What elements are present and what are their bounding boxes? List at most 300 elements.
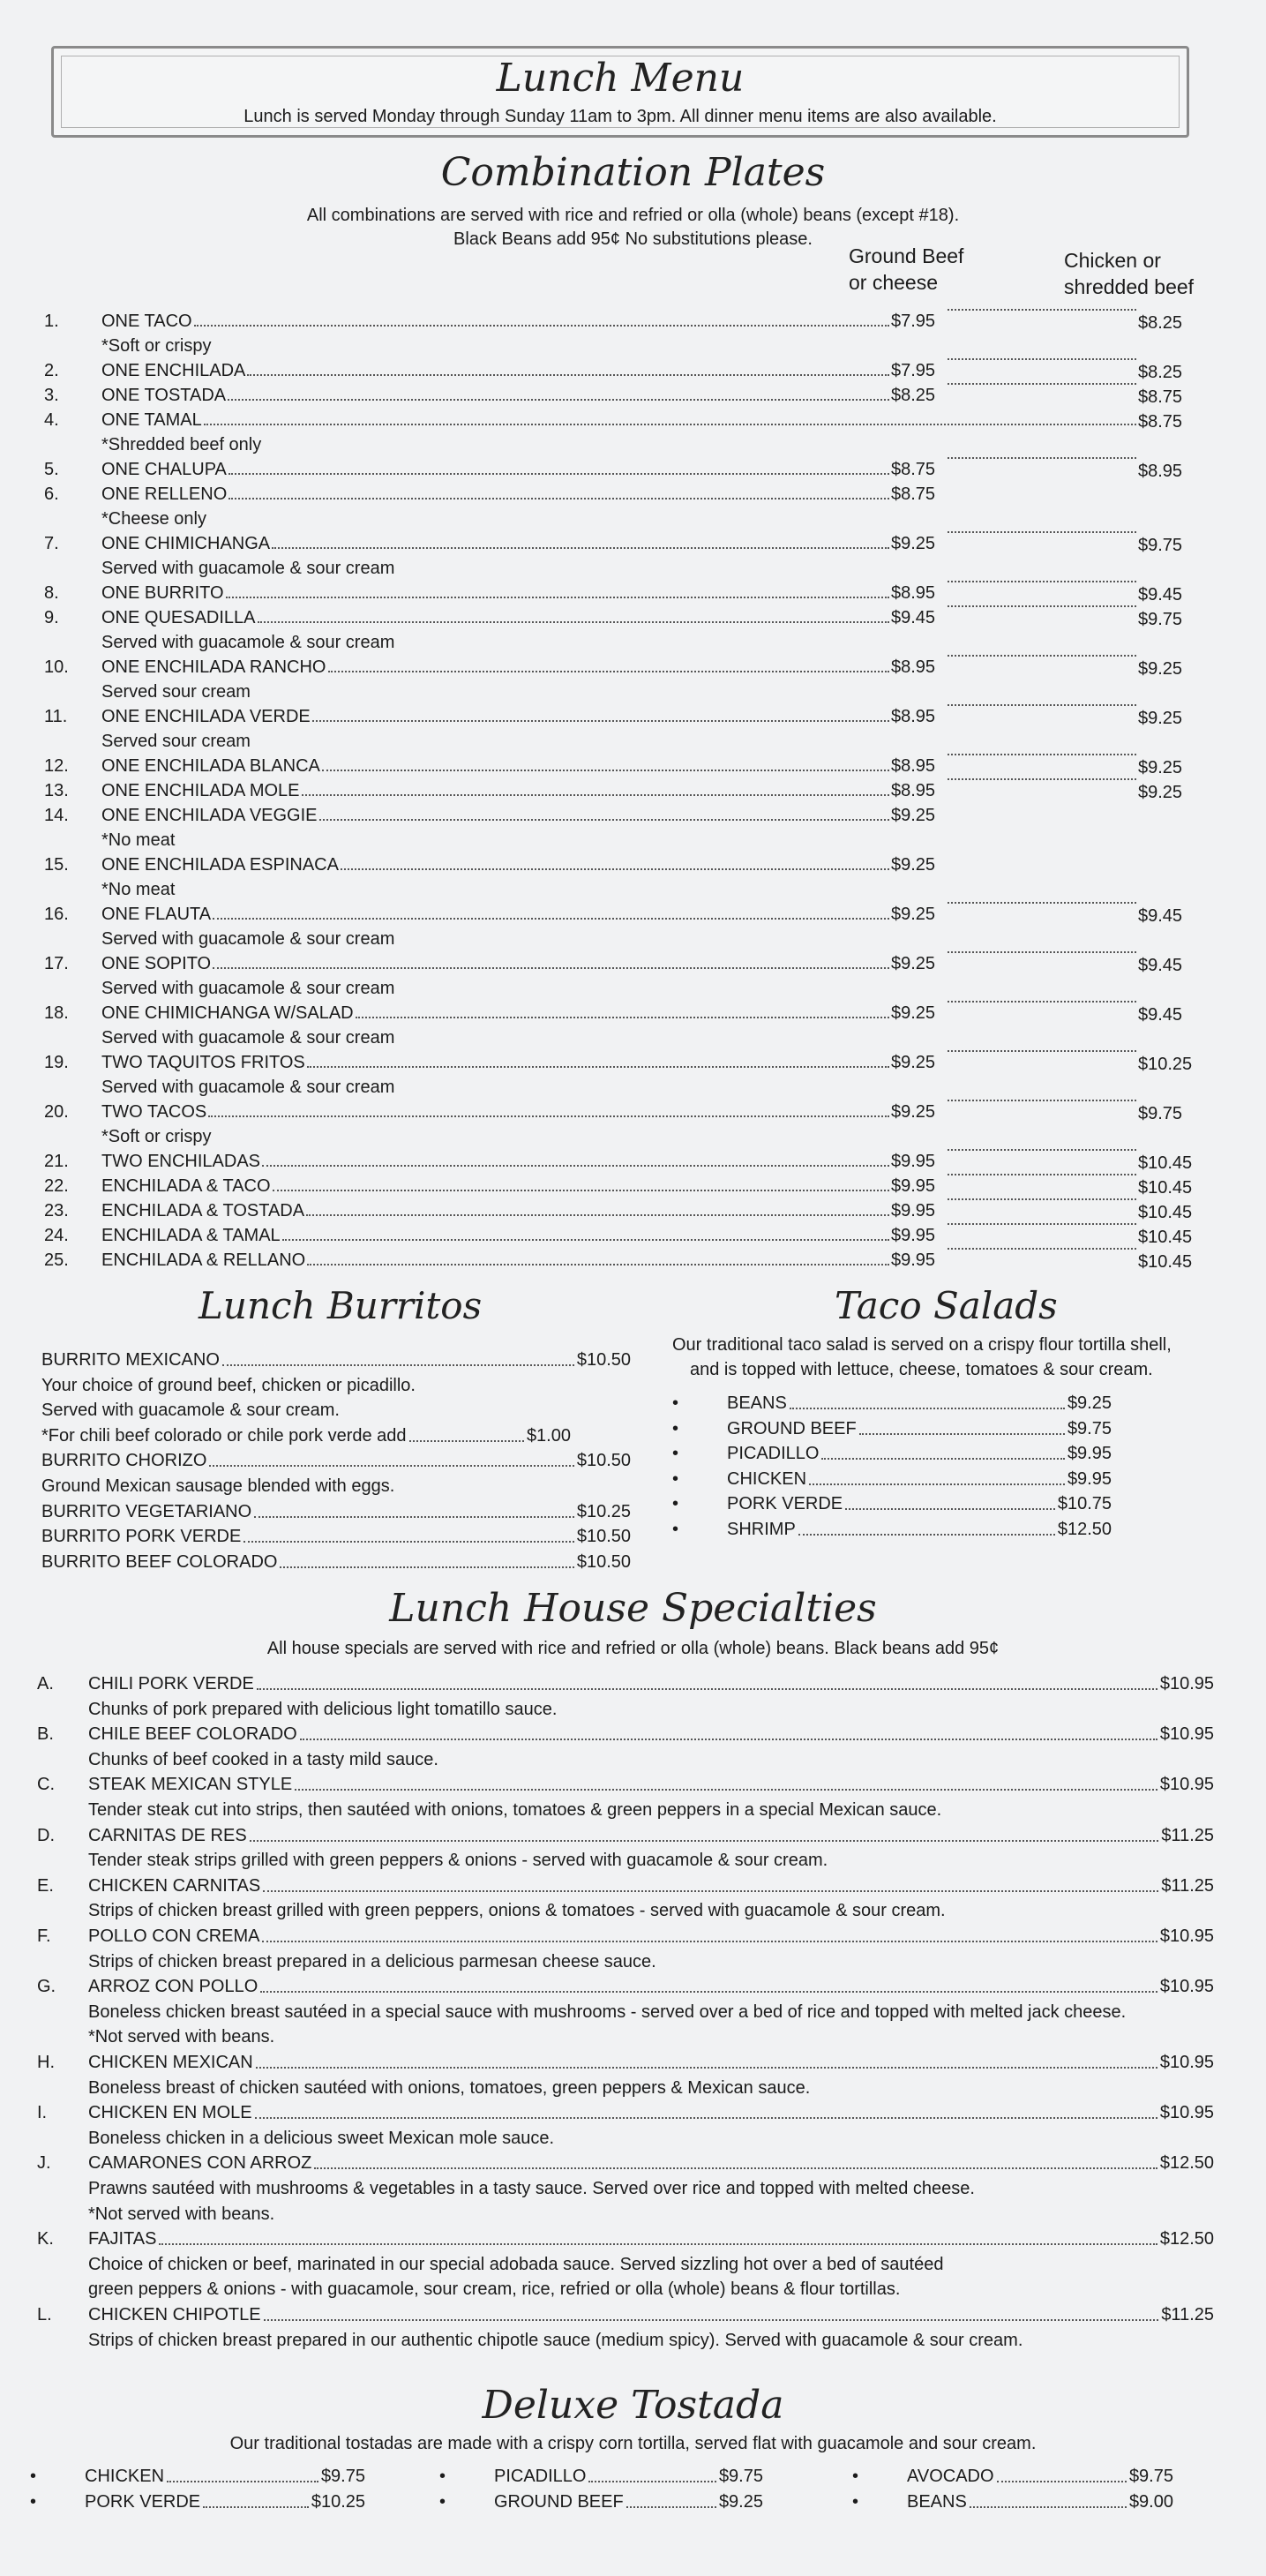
combo-item bbox=[101, 605, 891, 630]
combo-item-note: Served with guacamole & sour cream bbox=[101, 979, 395, 998]
leader-dots bbox=[946, 358, 1138, 383]
combo-number: 17. bbox=[44, 954, 69, 973]
tostada-item bbox=[907, 2464, 1173, 2489]
burrito-name: BURRITO BEEF COLORADO bbox=[41, 1551, 278, 1572]
combo-item-name: ONE ENCHILADA MOLE bbox=[101, 781, 300, 800]
leader-dots bbox=[970, 2490, 1127, 2508]
leader-dots bbox=[821, 1441, 1064, 1460]
leader-dots bbox=[356, 1017, 889, 1018]
leader-dots bbox=[282, 1239, 889, 1241]
leader-dots bbox=[222, 1348, 574, 1366]
specialty-price: $10.95 bbox=[1159, 1724, 1214, 1745]
combo-item-note: *Soft or crispy bbox=[101, 336, 212, 356]
specialty-desc: Boneless breast of chicken sautéed with onions, tomatoes, green peppers & Mexican sauce. bbox=[88, 2077, 811, 2098]
combo-item-note: *Shredded beef only bbox=[101, 435, 262, 454]
combo-price-ground-beef: $9.95 bbox=[891, 1226, 936, 1245]
combo-item-name: ONE CHIMICHANGA W/SALAD bbox=[101, 1003, 354, 1023]
combo-item-name: ONE ENCHILADA RANCHO bbox=[101, 657, 326, 677]
combo-price-ground-beef: $8.75 bbox=[891, 484, 936, 504]
specialty-desc: *Not served with beans. bbox=[88, 2027, 275, 2047]
burrito-name: BURRITO CHORIZO bbox=[41, 1451, 207, 1471]
combo-number: 6. bbox=[44, 484, 59, 504]
leader-dots bbox=[300, 1722, 1157, 1740]
combo-price-chicken: $9.45 bbox=[1138, 1005, 1183, 1025]
combo-item-name: ONE FLAUTA bbox=[101, 905, 212, 924]
combo-price-ground-beef: $9.25 bbox=[891, 954, 936, 973]
tostada-item bbox=[494, 2490, 763, 2514]
taco-salad-item bbox=[727, 1441, 1112, 1466]
burrito-name: BURRITO VEGETARIANO bbox=[41, 1501, 252, 1521]
specialty-desc: Prawns sautéed with mushrooms & vegetables in a tasty sauce. Served over rice and topped with melted cheese. bbox=[88, 2179, 975, 2198]
specialty-desc: Boneless chicken breast sautéed in a special sauce with mushrooms - served over a bed of rice and topped with melted jack cheese. bbox=[88, 2001, 1127, 2022]
combo-price-ground-beef: $9.95 bbox=[891, 1176, 936, 1196]
combo-item-name: ONE CHALUPA bbox=[101, 460, 227, 479]
combo-price-chicken: $10.45 bbox=[1138, 1228, 1193, 1247]
combo-price-chicken: $9.25 bbox=[1138, 783, 1183, 802]
combo-price-ground-beef: $8.25 bbox=[891, 386, 936, 405]
leader-dots-line bbox=[948, 704, 1136, 706]
burrito-addon-text: *For chili beef colorado or chile pork verde add bbox=[41, 1425, 407, 1446]
leader-dots bbox=[257, 1671, 1157, 1690]
leader-dots bbox=[626, 2490, 716, 2508]
combo-item bbox=[101, 581, 891, 605]
leader-dots bbox=[226, 597, 889, 598]
tostada-item bbox=[907, 2490, 1173, 2514]
specialty-name: ARROZ CON POLLO bbox=[88, 1977, 258, 1997]
leader-dots bbox=[328, 671, 890, 672]
leader-dots-line bbox=[948, 1248, 1136, 1250]
taco-salads-sub-2: and is topped with lettuce, cheese, tomatoes & sour cream. bbox=[690, 1360, 1153, 1379]
specialty-price: $11.25 bbox=[1161, 1875, 1214, 1896]
leader-dots bbox=[946, 778, 1138, 803]
combo-item-name: ENCHILADA & TACO bbox=[101, 1176, 271, 1196]
col-header-ground-beef bbox=[849, 243, 963, 296]
menu-subtitle: Lunch is served Monday through Sunday 11am to 3pm. All dinner menu items are also available. bbox=[243, 107, 997, 126]
leader-dots-line bbox=[948, 1149, 1136, 1151]
leader-dots bbox=[946, 1149, 1138, 1174]
specialty-price: $12.50 bbox=[1159, 2153, 1214, 2174]
specialty-name: CHICKEN CARNITAS bbox=[88, 1875, 261, 1896]
tostada-price: $9.75 bbox=[1128, 2467, 1173, 2486]
leader-dots bbox=[946, 1050, 1138, 1075]
combo-price-ground-beef: $7.95 bbox=[891, 361, 936, 380]
combo-price-chicken: $9.75 bbox=[1138, 536, 1183, 555]
specialty-desc: Tender steak strips grilled with green peppers & onions - served with guacamole & sour cream. bbox=[88, 1851, 828, 1871]
burrito-price: $10.50 bbox=[576, 1551, 631, 1572]
specialties-sub: All house specials are served with rice and refried or olla (whole) beans. Black beans add 95¢ bbox=[266, 1639, 1000, 1658]
leader-dots bbox=[167, 2464, 318, 2482]
combo-price-ground-beef: $9.25 bbox=[891, 534, 936, 553]
combo-item-name: ONE TAMAL bbox=[101, 410, 202, 430]
combo-price-chicken: $9.25 bbox=[1138, 758, 1183, 777]
taco-salad-item bbox=[727, 1517, 1112, 1542]
tostada-name: CHICKEN bbox=[85, 2467, 165, 2486]
combo-item-note: *Cheese only bbox=[101, 509, 206, 529]
combo-price-ground-beef: $9.25 bbox=[891, 1003, 936, 1023]
combo-item bbox=[101, 951, 891, 976]
leader-dots bbox=[946, 581, 1138, 605]
leader-dots bbox=[809, 1467, 1065, 1485]
tostada-price: $9.00 bbox=[1128, 2492, 1173, 2512]
specialty-letter: B. bbox=[37, 1724, 54, 1745]
combo-price-chicken: $9.75 bbox=[1138, 1104, 1183, 1123]
leader-dots bbox=[209, 1448, 573, 1467]
burrito-name: BURRITO MEXICANO bbox=[41, 1350, 220, 1370]
menu-title: Lunch Menu bbox=[496, 56, 745, 101]
leader-dots-line bbox=[948, 951, 1136, 953]
combo-price-chicken: $10.45 bbox=[1138, 1178, 1193, 1198]
tostada-item bbox=[85, 2464, 365, 2489]
specialty-price: $10.95 bbox=[1159, 1977, 1214, 1997]
specialty-letter: E. bbox=[37, 1875, 54, 1896]
leader-dots bbox=[263, 1874, 1158, 1892]
combo-price-ground-beef: $9.25 bbox=[891, 855, 936, 875]
bullet: • bbox=[852, 2492, 859, 2512]
combo-item bbox=[101, 1050, 891, 1075]
leader-dots-line bbox=[948, 1050, 1136, 1052]
burrito-item bbox=[41, 1550, 631, 1574]
combo-number: 20. bbox=[44, 1102, 69, 1122]
combo-number: 5. bbox=[44, 460, 59, 479]
leader-dots-line bbox=[948, 902, 1136, 904]
specialty-desc: Strips of chicken breast prepared in a delicious parmesan cheese sauce. bbox=[88, 1951, 656, 1971]
combo-item-name: ONE BURRITO bbox=[101, 583, 224, 603]
leader-dots-line bbox=[948, 1223, 1136, 1225]
combo-price-ground-beef: $8.75 bbox=[891, 460, 936, 479]
specialty-letter: I. bbox=[37, 2103, 48, 2123]
combo-item bbox=[101, 383, 891, 408]
specialty-letter: D. bbox=[37, 1825, 55, 1845]
bullet: • bbox=[439, 2467, 446, 2486]
tostada-price: $9.75 bbox=[320, 2467, 365, 2486]
leader-dots-line bbox=[948, 605, 1136, 607]
taco-salad-name: CHICKEN bbox=[727, 1468, 807, 1489]
leader-dots bbox=[203, 2490, 309, 2508]
combination-sub-1: All combinations are served with rice and refried or olla (whole) beans (except #18). bbox=[306, 206, 960, 225]
combo-item-name: ENCHILADA & RELLANO bbox=[101, 1250, 306, 1270]
leader-dots bbox=[946, 1100, 1138, 1124]
specialty-name: POLLO CON CREMA bbox=[88, 1926, 260, 1946]
combo-item-name: TWO TAQUITOS FRITOS bbox=[101, 1053, 305, 1072]
burrito-item bbox=[41, 1348, 631, 1372]
combo-item bbox=[101, 803, 891, 828]
combo-item bbox=[101, 852, 891, 877]
specialty-price: $12.50 bbox=[1159, 2229, 1214, 2249]
leader-dots bbox=[262, 1165, 889, 1167]
leader-dots bbox=[946, 902, 1138, 927]
leader-dots bbox=[264, 2302, 1159, 2321]
combo-item-note: Served with guacamole & sour cream bbox=[101, 559, 395, 578]
combo-price-chicken: $9.25 bbox=[1138, 659, 1183, 679]
header-banner bbox=[51, 46, 1189, 138]
leader-dots bbox=[250, 1823, 1159, 1842]
combo-number: 4. bbox=[44, 410, 59, 430]
specialty-letter: G. bbox=[37, 1977, 56, 1997]
leader-dots-line bbox=[948, 1198, 1136, 1200]
specialty-item bbox=[88, 1974, 1214, 1999]
leader-dots-line bbox=[948, 581, 1136, 582]
specialty-price: $11.25 bbox=[1161, 2305, 1214, 2324]
leader-dots bbox=[946, 655, 1138, 680]
leader-dots bbox=[946, 457, 1138, 482]
specialty-desc: Boneless chicken in a delicious sweet Mexican mole sauce. bbox=[88, 2128, 555, 2148]
leader-dots bbox=[322, 770, 889, 771]
specialty-letter: J. bbox=[37, 2153, 51, 2174]
combo-price-ground-beef: $9.95 bbox=[891, 1152, 936, 1171]
combination-title: Combination Plates bbox=[440, 150, 826, 195]
specialty-letter: H. bbox=[37, 2053, 55, 2072]
bullet: • bbox=[672, 1393, 679, 1413]
leader-dots-line bbox=[948, 754, 1136, 755]
leader-dots bbox=[588, 2464, 715, 2482]
taco-salad-name: BEANS bbox=[727, 1393, 787, 1413]
tostada-name: AVOCADO bbox=[907, 2467, 994, 2486]
taco-salad-price: $9.75 bbox=[1067, 1418, 1112, 1438]
leader-dots bbox=[946, 704, 1138, 729]
leader-dots-line bbox=[948, 531, 1136, 533]
combo-price-chicken: $10.45 bbox=[1138, 1153, 1193, 1173]
leader-dots bbox=[946, 1223, 1138, 1248]
specialty-desc: Chunks of beef cooked in a tasty mild sauce. bbox=[88, 1749, 438, 1769]
combo-price-ground-beef: $7.95 bbox=[891, 312, 936, 331]
combo-item-name: TWO ENCHILADAS bbox=[101, 1152, 261, 1171]
combo-number: 12. bbox=[44, 756, 69, 776]
combo-item bbox=[101, 704, 891, 729]
tostada-item bbox=[494, 2464, 763, 2489]
leader-dots bbox=[194, 325, 889, 327]
combo-item-name: ONE QUESADILLA bbox=[101, 608, 256, 627]
specialty-price: $10.95 bbox=[1159, 1674, 1214, 1694]
taco-salads-sub-1: Our traditional taco salad is served on a crispy flour tortilla shell, bbox=[672, 1335, 1172, 1355]
specialty-item bbox=[88, 1722, 1214, 1746]
combo-price-ground-beef: $9.95 bbox=[891, 1250, 936, 1270]
burrito-addon bbox=[41, 1423, 571, 1448]
leader-dots bbox=[213, 967, 889, 969]
combo-price-chicken: $10.45 bbox=[1138, 1203, 1193, 1222]
specialty-price: $11.25 bbox=[1161, 1825, 1214, 1845]
leader-dots bbox=[228, 473, 889, 475]
taco-salad-name: PORK VERDE bbox=[727, 1494, 843, 1514]
leader-dots bbox=[302, 794, 889, 796]
combo-item-note: Served with guacamole & sour cream bbox=[101, 1078, 395, 1097]
burritos-title: Lunch Burritos bbox=[199, 1284, 483, 1327]
taco-salad-price: $10.75 bbox=[1057, 1494, 1112, 1514]
combo-number: 7. bbox=[44, 534, 59, 553]
leader-dots bbox=[243, 1524, 573, 1543]
combo-item bbox=[101, 778, 891, 803]
bullet: • bbox=[672, 1494, 679, 1514]
combo-number: 15. bbox=[44, 855, 69, 875]
tostada-price: $9.25 bbox=[718, 2492, 763, 2512]
col-header-ground-beef-line1: Ground Beef bbox=[849, 244, 964, 267]
specialty-item bbox=[88, 1823, 1214, 1848]
tostada-name: GROUND BEEF bbox=[494, 2492, 624, 2512]
combo-price-chicken: $8.75 bbox=[1138, 412, 1183, 432]
leader-dots bbox=[946, 605, 1138, 630]
combo-item bbox=[101, 1223, 891, 1248]
combo-number: 9. bbox=[44, 608, 59, 627]
leader-dots-line bbox=[948, 358, 1136, 360]
combo-number: 8. bbox=[44, 583, 59, 603]
combo-price-chicken: $10.25 bbox=[1138, 1055, 1193, 1074]
combo-item bbox=[101, 902, 891, 927]
specialty-letter: C. bbox=[37, 1775, 55, 1795]
specialty-name: CHICKEN MEXICAN bbox=[88, 2053, 253, 2072]
combo-number: 1. bbox=[44, 312, 59, 331]
combo-price-ground-beef: $9.95 bbox=[891, 1201, 936, 1220]
leader-dots bbox=[228, 498, 889, 499]
combo-number: 19. bbox=[44, 1053, 69, 1072]
specialty-desc: Tender steak cut into strips, then sautéed with onions, tomatoes & green peppers in a special Mexican sauce. bbox=[88, 1800, 942, 1820]
tostada-name: BEANS bbox=[907, 2492, 967, 2512]
combo-item-note: Served with guacamole & sour cream bbox=[101, 633, 395, 652]
leader-dots-line bbox=[948, 383, 1136, 385]
specialty-price: $10.95 bbox=[1159, 1926, 1214, 1946]
leader-dots bbox=[946, 1248, 1138, 1273]
combo-item-name: ENCHILADA & TAMAL bbox=[101, 1226, 281, 1245]
taco-salad-price: $12.50 bbox=[1057, 1520, 1112, 1539]
combo-item-name: ONE ENCHILADA ESPINACA bbox=[101, 855, 339, 875]
leader-dots bbox=[946, 383, 1138, 408]
tostada-price: $9.75 bbox=[718, 2467, 763, 2486]
combo-price-ground-beef: $8.95 bbox=[891, 781, 936, 800]
combo-price-chicken: $9.45 bbox=[1138, 906, 1183, 926]
leader-dots-line bbox=[948, 1100, 1136, 1101]
leader-dots bbox=[204, 424, 1136, 425]
col-header-chicken bbox=[1064, 247, 1194, 300]
combo-number: 14. bbox=[44, 806, 69, 825]
specialty-desc: Choice of chicken or beef, marinated in our special adobada sauce. Served sizzling hot over a bed of sautéed bbox=[88, 2254, 944, 2274]
leader-dots bbox=[254, 1499, 574, 1518]
specialty-name: CAMARONES CON ARROZ bbox=[88, 2153, 312, 2174]
leader-dots bbox=[228, 399, 889, 401]
leader-dots bbox=[790, 1391, 1065, 1409]
specialty-name: CHILE BEEF COLORADO bbox=[88, 1724, 297, 1745]
combo-price-chicken: $9.25 bbox=[1138, 709, 1183, 728]
leader-dots bbox=[280, 1550, 573, 1568]
bullet: • bbox=[672, 1418, 679, 1438]
leader-dots bbox=[946, 951, 1138, 976]
combo-number: 21. bbox=[44, 1152, 69, 1171]
leader-dots bbox=[272, 547, 889, 549]
burrito-item bbox=[41, 1524, 631, 1549]
taco-salads-title: Taco Salads bbox=[835, 1284, 1058, 1327]
combo-item-name: ONE TACO bbox=[101, 312, 192, 331]
combo-price-ground-beef: $9.25 bbox=[891, 905, 936, 924]
bullet: • bbox=[672, 1520, 679, 1539]
tostada-title: Deluxe Tostada bbox=[482, 2383, 784, 2428]
taco-salad-item bbox=[727, 1416, 1112, 1441]
taco-salad-item bbox=[727, 1391, 1112, 1416]
leader-dots bbox=[159, 2227, 1157, 2245]
combo-item bbox=[101, 754, 891, 778]
combo-item-name: ONE RELLENO bbox=[101, 484, 228, 504]
leader-dots-line bbox=[948, 1001, 1136, 1003]
combo-item-name: ONE TOSTADA bbox=[101, 386, 227, 405]
leader-dots bbox=[314, 2151, 1157, 2169]
leader-dots bbox=[273, 1190, 889, 1191]
leader-dots bbox=[946, 754, 1138, 778]
leader-dots bbox=[256, 2050, 1157, 2069]
burrito-price: $10.50 bbox=[576, 1527, 631, 1547]
specialty-item bbox=[88, 2050, 1214, 2075]
combo-item bbox=[101, 408, 1138, 432]
combo-price-ground-beef: $8.95 bbox=[891, 657, 936, 677]
combo-item-name: ENCHILADA & TOSTADA bbox=[101, 1201, 305, 1220]
specialty-price: $10.95 bbox=[1159, 2053, 1214, 2072]
combo-item bbox=[101, 482, 891, 507]
combo-number: 24. bbox=[44, 1226, 69, 1245]
specialty-item bbox=[88, 2227, 1214, 2251]
tostada-sub: Our traditional tostadas are made with a crispy corn tortilla, served flat with guacamole and sour cream. bbox=[229, 2434, 1037, 2453]
leader-dots bbox=[213, 918, 889, 920]
taco-salad-name: SHRIMP bbox=[727, 1520, 796, 1539]
leader-dots-line bbox=[948, 457, 1136, 459]
specialty-name: CHICKEN CHIPOTLE bbox=[88, 2305, 261, 2324]
combo-item-note: Served sour cream bbox=[101, 682, 251, 702]
combo-item-name: ONE SOPITO bbox=[101, 954, 212, 973]
bullet: • bbox=[672, 1468, 679, 1489]
combo-number: 16. bbox=[44, 905, 69, 924]
combo-item bbox=[101, 655, 891, 680]
leader-dots bbox=[262, 1924, 1157, 1942]
combo-price-chicken: $10.45 bbox=[1138, 1252, 1193, 1272]
leader-dots bbox=[845, 1491, 1055, 1510]
burrito-price: $10.50 bbox=[576, 1350, 631, 1370]
specialty-desc: Strips of chicken breast grilled with green peppers, onions & tomatoes - served with guacamole & sour cream. bbox=[88, 1901, 946, 1921]
leader-dots bbox=[306, 1214, 889, 1216]
specialty-item bbox=[88, 2302, 1214, 2327]
combo-item bbox=[101, 1198, 891, 1223]
combo-item-note: Served sour cream bbox=[101, 732, 251, 751]
burrito-item bbox=[41, 1499, 631, 1524]
specialty-item bbox=[88, 1924, 1214, 1949]
combo-item bbox=[101, 457, 891, 482]
bullet: • bbox=[672, 1444, 679, 1464]
specialty-letter: A. bbox=[37, 1674, 54, 1694]
burrito-price: $10.25 bbox=[576, 1501, 631, 1521]
specialty-item bbox=[88, 1671, 1214, 1696]
combo-item bbox=[101, 358, 891, 383]
combo-item bbox=[101, 531, 891, 556]
combo-item-note: *No meat bbox=[101, 830, 176, 850]
burrito-desc: Ground Mexican sausage blended with eggs. bbox=[41, 1476, 395, 1496]
combo-price-ground-beef: $9.25 bbox=[891, 1102, 936, 1122]
leader-dots bbox=[946, 1001, 1138, 1025]
leader-dots bbox=[946, 531, 1138, 556]
specialty-item bbox=[88, 2100, 1214, 2125]
specialty-desc: green peppers & onions - with guacamole, sour cream, rice, refried or olla (whole) beans & flour tortillas. bbox=[88, 2279, 901, 2300]
combo-price-chicken: $8.75 bbox=[1138, 387, 1183, 407]
combo-number: 25. bbox=[44, 1250, 69, 1270]
tostada-item bbox=[85, 2490, 365, 2514]
bullet: • bbox=[30, 2492, 37, 2512]
combo-number: 3. bbox=[44, 386, 59, 405]
combo-price-ground-beef: $8.95 bbox=[891, 583, 936, 603]
combo-item-note: *Soft or crispy bbox=[101, 1127, 212, 1146]
combo-item bbox=[101, 1100, 891, 1124]
col-header-chicken-line1: Chicken or bbox=[1064, 249, 1161, 272]
combo-price-chicken: $9.45 bbox=[1138, 585, 1183, 605]
burrito-item bbox=[41, 1448, 631, 1473]
combo-item-name: ONE ENCHILADA VERDE bbox=[101, 707, 311, 726]
specialty-letter: K. bbox=[37, 2229, 54, 2249]
leader-dots bbox=[295, 1772, 1157, 1791]
leader-dots bbox=[258, 621, 889, 623]
leader-dots bbox=[946, 1198, 1138, 1223]
taco-salad-name: GROUND BEEF bbox=[727, 1418, 857, 1438]
leader-dots bbox=[859, 1416, 1065, 1435]
